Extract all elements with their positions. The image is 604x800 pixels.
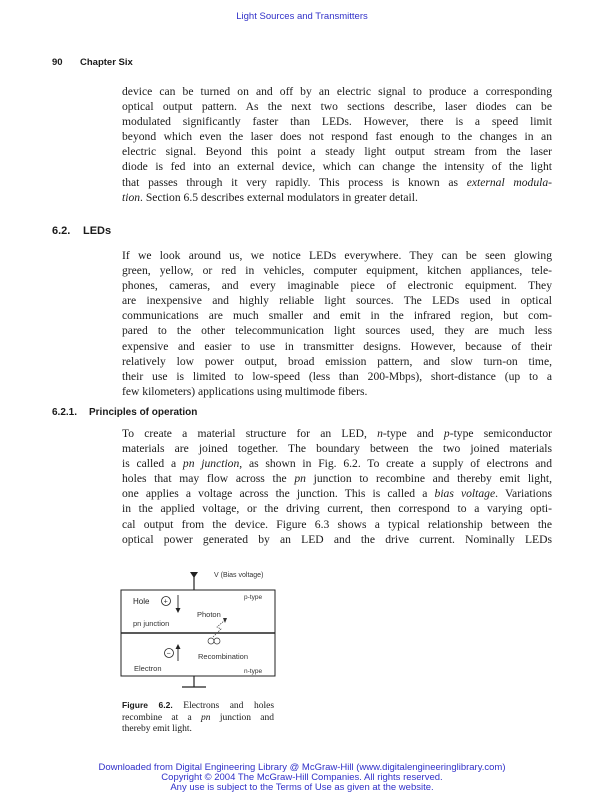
photon-label: Photon xyxy=(197,610,221,619)
text-segment: that passes through it very rapidly. This process is known as xyxy=(122,175,467,189)
caption-line xyxy=(122,700,274,713)
text-line: If we look around us, we notice LEDs everywhere. They can be seen glowing xyxy=(122,249,552,262)
caption-line: thereby emit light. xyxy=(122,724,192,734)
text-line: are inexpensive and highly reliable light sources. The LEDs used in optical xyxy=(122,294,552,308)
italic-term: p xyxy=(443,427,450,440)
text-line: communications are much smaller and emit in the infrared region, but com- xyxy=(122,309,552,323)
text-line: device can be turned on and off by an electric signal to produce a corresponding xyxy=(122,85,552,98)
electron-symbol: − xyxy=(166,650,171,658)
section-title: LEDs xyxy=(83,225,112,237)
italic-term: n xyxy=(377,427,383,440)
section-number: 6.2. xyxy=(52,225,71,237)
text-line: optical output pattern. As the next two sections describe, laser diodes can be xyxy=(122,100,552,114)
intro-paragraph xyxy=(122,84,552,205)
photon-ray xyxy=(213,620,225,637)
text-line: electric signal. Beyond this point a steady light output stream from the laser xyxy=(122,145,552,159)
text-segment: junction to recombine and thereby emit light, xyxy=(305,472,552,486)
text-line: optical power generated by an LED and the drive current. Nominally LEDs xyxy=(122,532,552,546)
text-segment: To create a material structure for an LED, xyxy=(122,427,378,440)
italic-term: external modula- xyxy=(466,175,553,189)
photon-arrow-head xyxy=(223,618,227,623)
italic-term: pn xyxy=(201,712,211,723)
caption-line xyxy=(122,713,274,725)
italic-term: pn xyxy=(294,472,306,486)
text-line: pared to the other telecommunication light sources used, they are much less xyxy=(122,324,552,338)
text-line: green, yellow, or red in vehicles, computer equipment, kitchen appliances, tele- xyxy=(122,264,552,278)
leds-paragraph xyxy=(122,248,552,399)
footer-copyright[interactable]: Copyright © 2004 The McGraw-Hill Companies. All rights reserved. xyxy=(161,772,443,783)
recombination-label: Recombination xyxy=(198,652,249,661)
caption-text: junction and xyxy=(210,712,274,723)
subsection-title: Principles of operation xyxy=(89,407,198,418)
text-segment: holes that may flow across the xyxy=(122,472,295,486)
text-line xyxy=(122,471,552,486)
caption-text: recombine at a xyxy=(122,712,202,723)
figure-caption xyxy=(122,700,274,736)
footer-download-link[interactable]: Downloaded from Digital Engineering Library @ McGraw-Hill (www.digitalengineeringlibrary.com) xyxy=(98,762,506,773)
text-segment: is called a xyxy=(122,457,183,471)
text-line xyxy=(122,456,552,471)
italic-term: pn junction xyxy=(182,457,240,471)
text-line: materials are joined together. The boundary between the two joined materials xyxy=(122,442,552,456)
text-line: beyond which even the laser does not respond fast enough to the changes in an xyxy=(122,130,552,144)
text-line: modulated significantly faster than LEDs. However, there is a speed limit xyxy=(122,115,552,129)
text-line: expensive and easier to use in transmitter designs. However, because of their xyxy=(122,339,552,353)
recombination-mark-electron xyxy=(214,638,220,644)
n-type-label: n-type xyxy=(244,668,263,675)
bias-voltage-label: V (Bias voltage) xyxy=(214,572,264,579)
hole-arrow-head xyxy=(176,608,181,613)
text-line: cal output from the device. Figure 6.3 shows a typical relationship between the xyxy=(122,517,552,531)
text-line: relatively low power output, broad emission pattern, and slow turn-on time, xyxy=(122,354,552,368)
text-line xyxy=(122,486,552,501)
text-line xyxy=(122,175,552,190)
hole-symbol: + xyxy=(163,598,168,606)
subsection-number: 6.2.1. xyxy=(52,407,78,418)
principles-paragraph xyxy=(122,426,552,547)
text-segment: one applies a voltage across the junction. This is called a xyxy=(122,487,435,501)
chapter-title: Chapter Six xyxy=(80,57,133,68)
text-line xyxy=(122,426,552,441)
text-segment: -type semiconductor xyxy=(449,427,553,440)
pn-junction-figure xyxy=(118,565,278,695)
page-number: 90 xyxy=(52,57,63,68)
hole-label: Hole xyxy=(133,597,150,606)
text-segment: , as shown in Fig. 6.2. To create a supply of electrons and xyxy=(239,457,552,471)
text-segment: . Section 6.5 describes external modulators in greater detail. xyxy=(140,190,418,204)
header-link[interactable]: Light Sources and Transmitters xyxy=(236,11,368,22)
text-line xyxy=(122,190,552,205)
bias-terminal-marker xyxy=(190,572,198,578)
text-line: their use is limited to low-speed (less than 200-Mbps), short-distance (up to a xyxy=(122,369,552,383)
italic-term: tion xyxy=(122,190,141,204)
pn-junction-label: pn junction xyxy=(133,619,170,628)
caption-text: Electrons and holes xyxy=(183,701,275,711)
text-segment: -type and xyxy=(382,427,444,440)
text-segment: . Variations xyxy=(495,487,552,501)
electron-arrow-head xyxy=(176,644,181,649)
recombination-mark-hole xyxy=(208,638,214,644)
text-line: phones, cameras, and every imaginable piece of electronic equipment. They xyxy=(122,279,552,293)
footer-terms[interactable]: Any use is subject to the Terms of Use as given at the website. xyxy=(170,782,434,793)
italic-term: bias voltage xyxy=(434,487,496,501)
caption-label: Figure 6.2. xyxy=(122,700,173,710)
text-line: few kilometers) applications using multimode fibers. xyxy=(122,384,368,398)
text-line: diode is fed into an external device, which can change the intensity of the light xyxy=(122,160,552,174)
electron-label: Electron xyxy=(134,664,162,673)
text-line: in the applied voltage, or the driving current, then correspond to a varying opti- xyxy=(122,502,552,516)
p-type-label: p-type xyxy=(244,594,263,601)
